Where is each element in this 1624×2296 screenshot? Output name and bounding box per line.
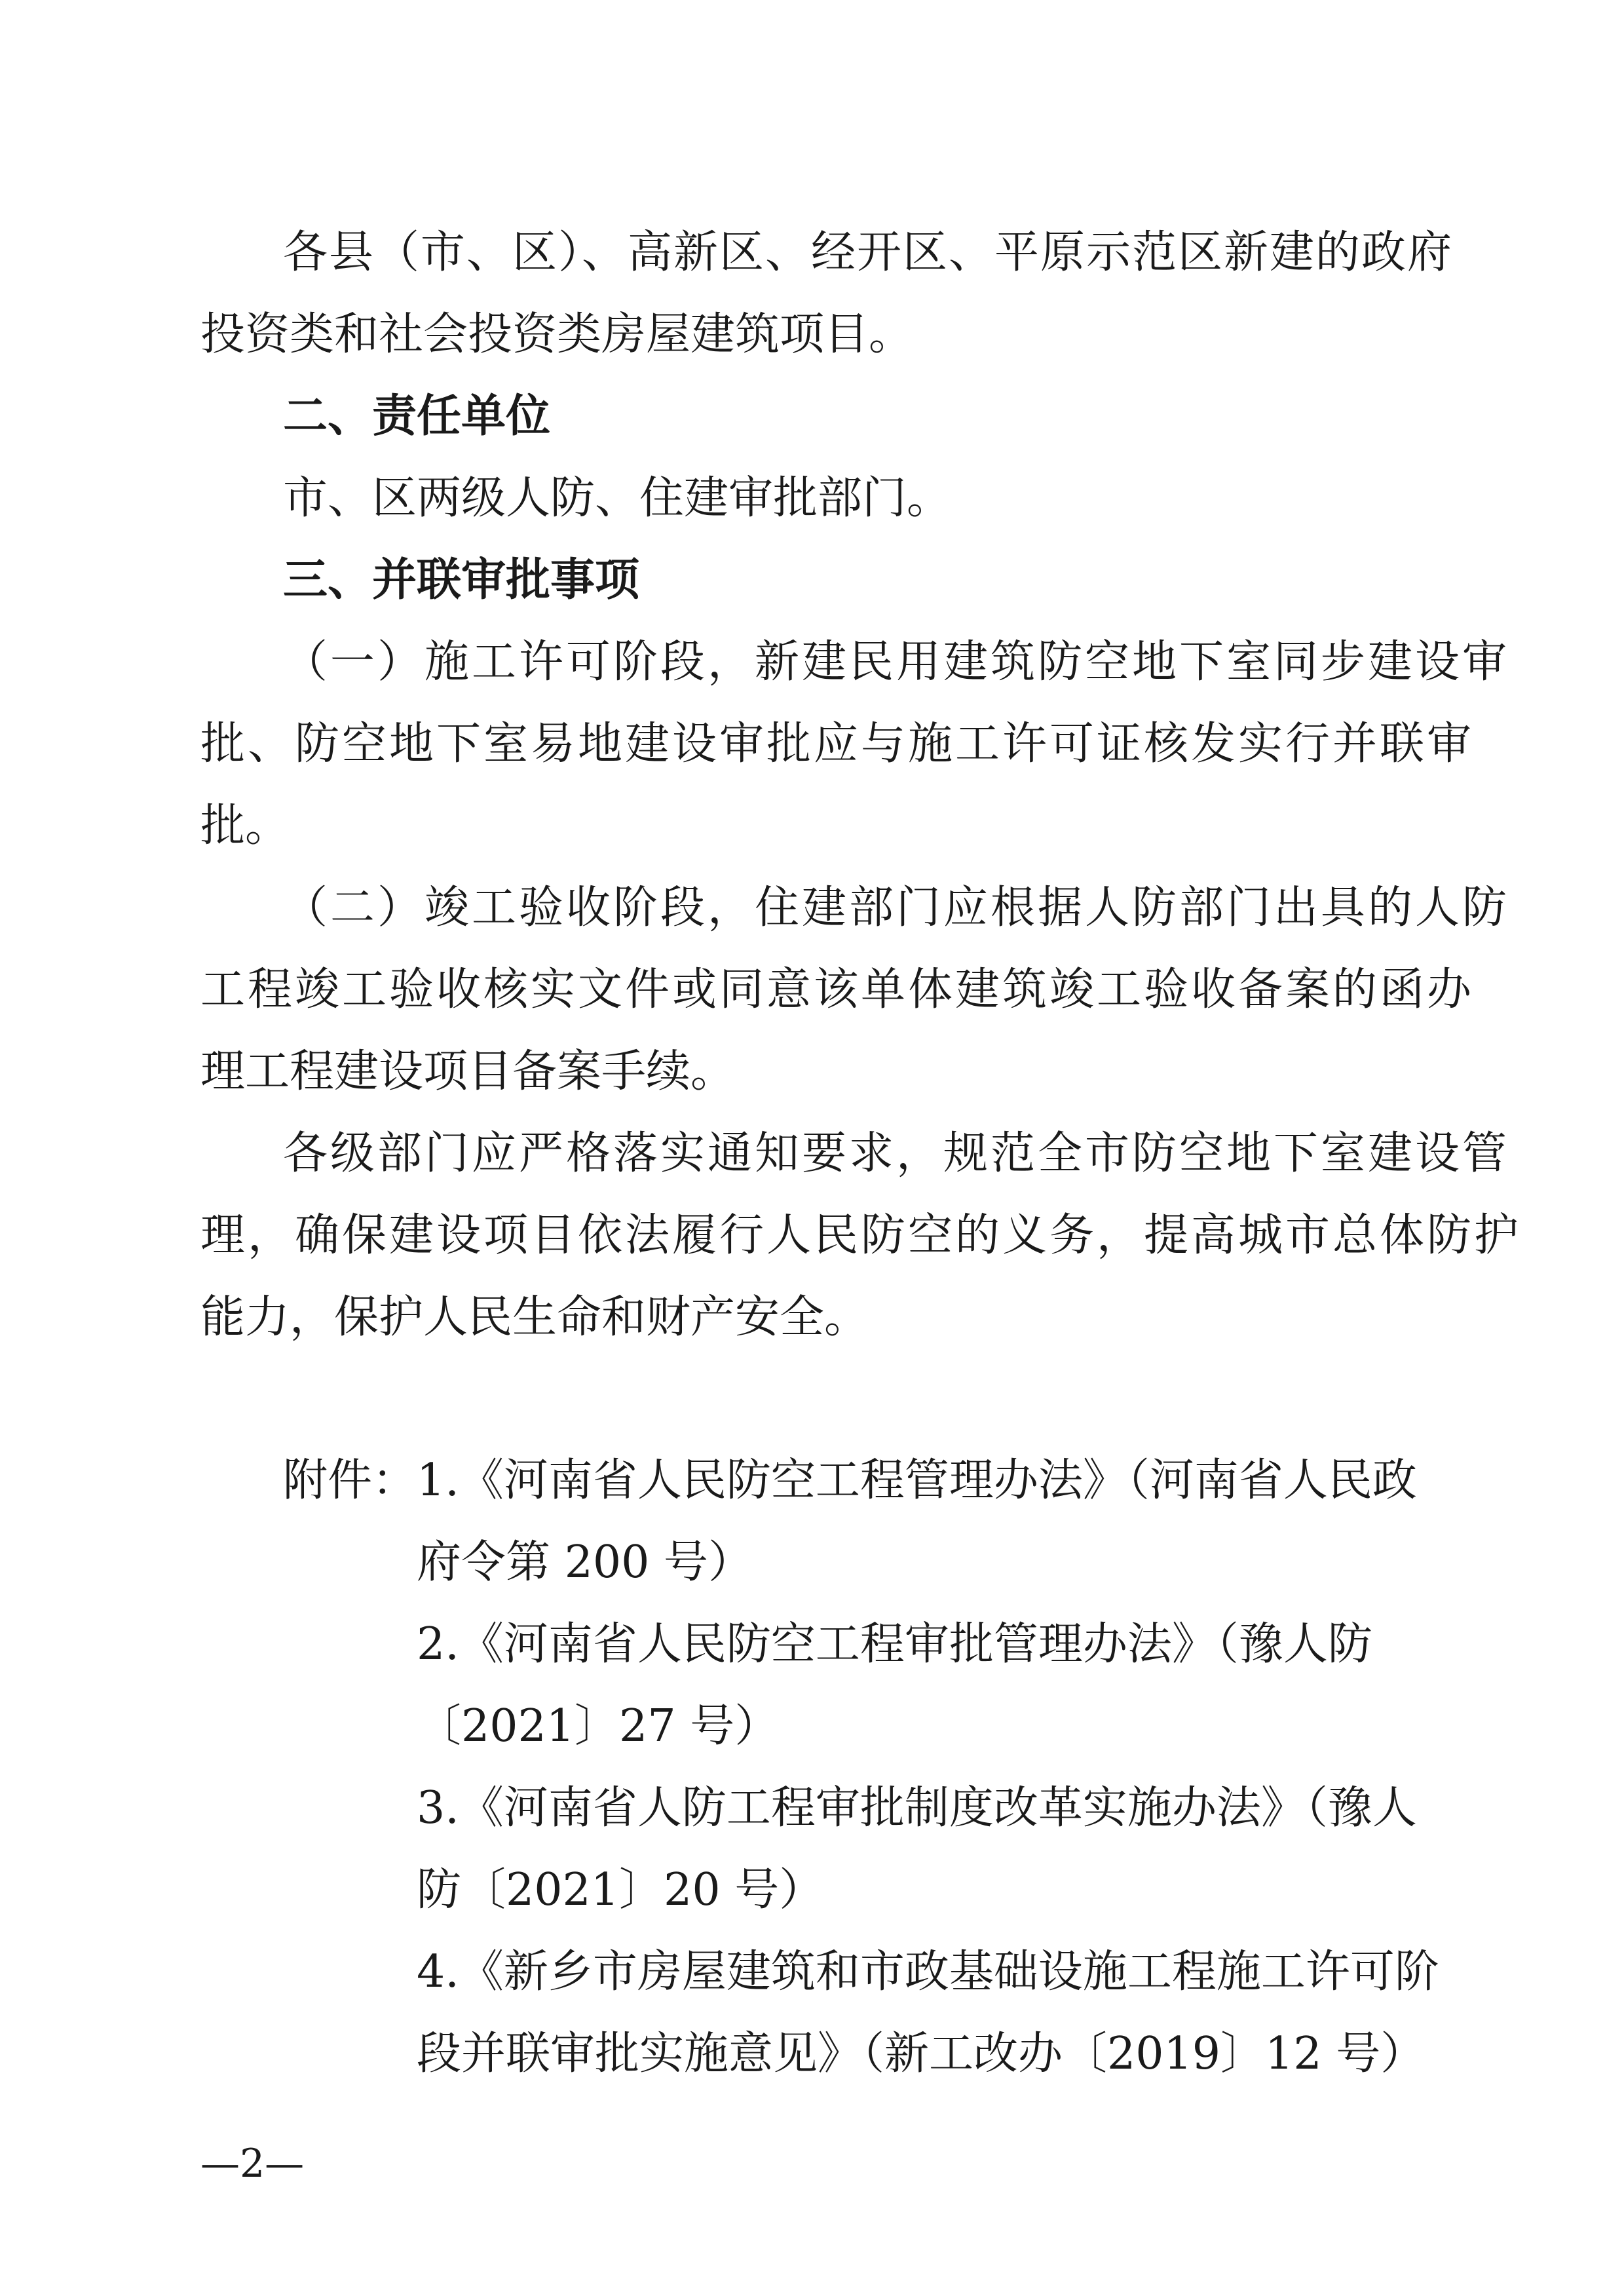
attachment-3-line-2: 防〔2021〕20 号） xyxy=(417,1864,824,1916)
attachment-4-line-1: 4.《新乡市房屋建筑和市政基础设施工程施工许可阶 xyxy=(417,1946,1439,1998)
item-1-line-2: 批、防空地下室易地建设审批应与施工许可证核发实行并联审 xyxy=(200,718,1475,770)
closing-line-2: 理，确保建设项目依法履行人民防空的义务，提高城市总体防护 xyxy=(200,1210,1522,1261)
attachment-2-line-2: 〔2021〕27 号） xyxy=(417,1700,780,1752)
section-heading-parallel-approval: 三、并联审批事项 xyxy=(283,554,640,606)
attachments-label: 附件： xyxy=(283,1455,417,1506)
item-1-line-1: （一）施工许可阶段，新建民用建筑防空地下室同步建设审 xyxy=(283,636,1510,688)
attachment-2-line-1: 2.《河南省人民防空工程审批管理办法》（豫人防 xyxy=(417,1618,1372,1670)
closing-line-3: 能力，保护人民生命和财产安全。 xyxy=(200,1292,869,1343)
scope-paragraph-line-1: 各县（市、区）、高新区、经开区、平原示范区新建的政府 xyxy=(283,227,1454,278)
page-number: —2— xyxy=(200,2141,305,2187)
attachment-1-line-1: 1.《河南省人民防空工程管理办法》（河南省人民政 xyxy=(417,1455,1417,1506)
item-2-line-2: 工程竣工验收核实文件或同意该单体建筑竣工验收备案的函办 xyxy=(200,964,1475,1016)
attachment-3-line-1: 3.《河南省人防工程审批制度改革实施办法》（豫人 xyxy=(417,1782,1417,1834)
item-2-line-1: （二）竣工验收阶段，住建部门应根据人防部门出具的人防 xyxy=(283,882,1510,934)
section-heading-responsible-units: 二、责任单位 xyxy=(283,391,551,442)
item-2-line-3: 理工程建设项目备案手续。 xyxy=(200,1046,736,1098)
item-1-line-3: 批。 xyxy=(200,800,290,852)
closing-line-1: 各级部门应严格落实通知要求，规范全市防空地下室建设管 xyxy=(283,1128,1510,1179)
scope-paragraph-line-2: 投资类和社会投资类房屋建筑项目。 xyxy=(200,309,914,360)
responsible-units-text: 市、区两级人防、住建审批部门。 xyxy=(283,472,952,524)
attachment-4-line-2: 段并联审批实施意见》（新工改办〔2019〕12 号） xyxy=(417,2028,1426,2080)
attachment-1-line-2: 府令第 200 号） xyxy=(417,1537,753,1588)
